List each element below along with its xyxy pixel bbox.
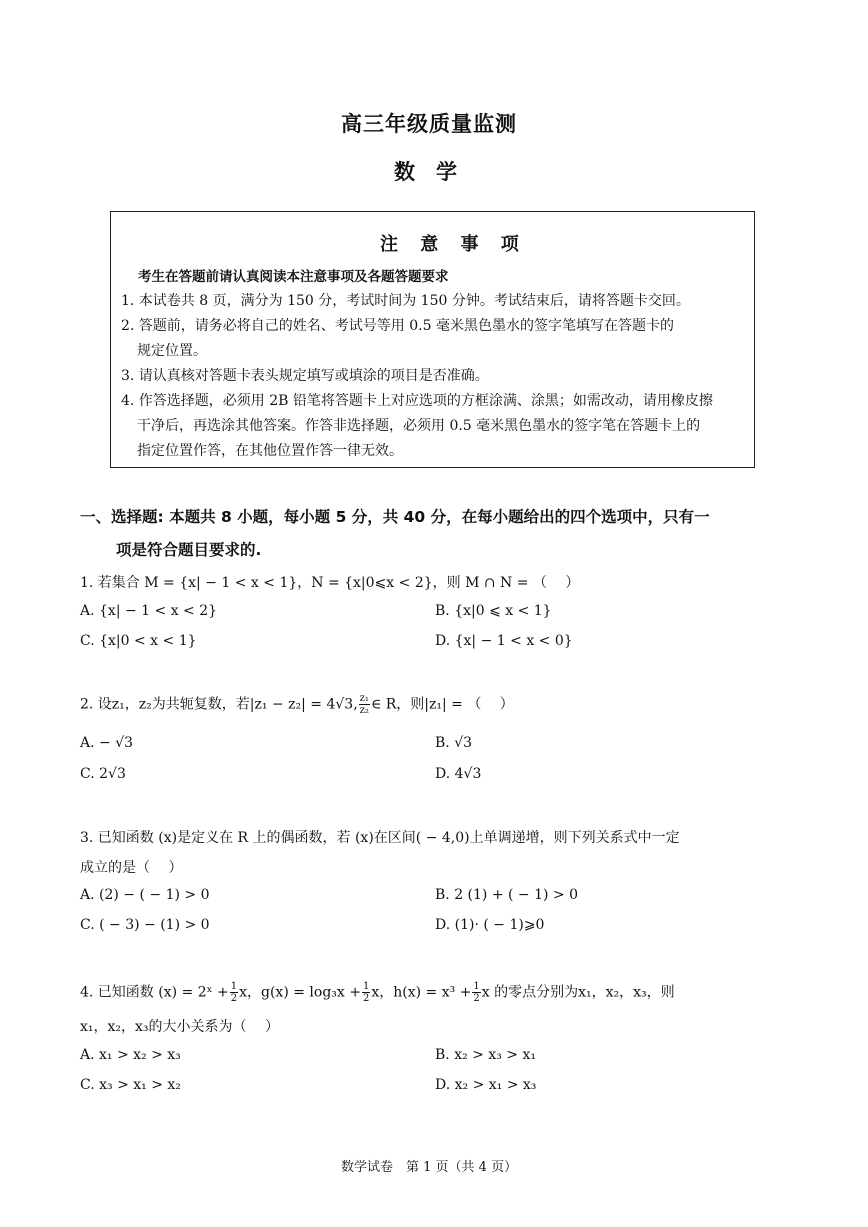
question-4-option-d: D. x₂ > x₁ > x₃ [435,1077,537,1093]
question-4-stem-part: 4. 已知函数 (x) = 2ˣ + [80,984,229,1001]
question-4-stem-cont: x₁，x₂，x₃的大小关系为（ ） [80,1019,279,1035]
question-4-stem-part: x，g(x) = log₃x + [239,984,361,1001]
question-4-stem-part: x，h(x) = x³ + [371,984,472,1001]
fraction-denominator: 2 [473,993,480,1004]
question-2-option-c: C. 2√3 [80,766,126,782]
fraction [362,981,370,1004]
question-1-option-d: D. {x| − 1 < x < 0} [435,633,573,649]
question-2-option-d: D. 4√3 [435,766,482,782]
question-3-option-c: C. ( − 3) − (1) > 0 [80,917,210,933]
question-1-option-b: B. {x|0 ⩽ x < 1} [435,603,552,619]
fraction-denominator: 2 [362,993,370,1004]
question-4-option-c: C. x₃ > x₁ > x₂ [80,1077,181,1093]
fraction-denominator: 2 [230,993,238,1004]
question-4-stem [80,981,675,1004]
fraction-denominator: z₂ [359,705,369,716]
notice-line: 2. 答题前，请务必将自己的姓名、考试号等用 0.5 毫米黑色墨水的签字笔填写在答题卡的 [121,318,674,334]
exam-title: 高三年级质量监测 [341,112,517,136]
question-4-option-a: A. x₁ > x₂ > x₃ [80,1047,181,1063]
question-2-stem-part: ∈ R，则|z₁| = （ ） [370,696,514,713]
fraction-numerator: 1 [473,981,480,992]
question-2-stem-part: 2. 设z₁，z₂为共轭复数，若|z₁ − z₂| = 4√3, [80,696,358,713]
subject-title: 数 学 [394,160,457,184]
question-1-stem: 1. 若集合 M = {x| − 1 < x < 1}，N = {x|0⩽x < 2}，则 M ∩ N = （ ） [80,575,580,591]
question-2-option-b: B. √3 [435,735,473,751]
fraction-numerator: 1 [230,981,238,992]
question-1-option-c: C. {x|0 < x < 1} [80,633,197,649]
question-3-option-d: D. (1)· ( − 1)⩾0 [435,917,545,933]
question-3-stem: 3. 已知函数 (x)是定义在 R 上的偶函数，若 (x)在区间( − 4,0)上单调递增，则下列关系式中一定 [80,830,680,846]
fraction-numerator: z₁ [359,693,369,704]
notice-line: 指定位置作答，在其他位置作答一律无效。 [137,443,403,459]
question-2-option-a: A. − √3 [80,735,134,751]
fraction [230,981,238,1004]
notice-line: 3. 请认真核对答题卡表头规定填写或填涂的项目是否准确。 [121,368,489,384]
fraction [359,693,370,716]
question-1-option-a: A. {x| − 1 < x < 2} [80,603,218,619]
question-2-stem [80,693,514,716]
question-3-option-a: A. (2) − ( − 1) > 0 [80,887,210,903]
question-4-stem-part: x 的零点分别为x₁，x₂，x₃，则 [481,984,675,1001]
notice-line: 干净后，再选涂其他答案。作答非选择题，必须用 0.5 毫米黑色墨水的签字笔在答题卡上的 [137,418,701,434]
notice-line: 规定位置。 [137,343,207,359]
notice-line: 1. 本试卷共 8 页，满分为 150 分，考试时间为 150 分钟。考试结束后，请将答题卡交回。 [121,293,690,309]
section-heading-cont: 项是符合题目要求的. [116,541,262,559]
question-3-option-b: B. 2 (1) + ( − 1) > 0 [435,887,579,903]
notice-line: 4. 作答选择题，必须用 2B 铅笔将答题卡上对应选项的方框涂满、涂黑；如需改动，请用橡皮擦 [121,393,713,409]
section-heading: 一、选择题: 本题共 8 小题，每小题 5 分，共 40 分，在每小题给出的四个选项中，只有一 [80,508,710,526]
page-footer: 数学试卷 第 1 页（共 4 页） [341,1160,518,1175]
question-4-option-b: B. x₂ > x₃ > x₁ [435,1047,536,1063]
fraction [472,981,480,1004]
fraction-numerator: 1 [362,981,370,992]
notice-title: 注 意 事 项 [380,234,527,255]
question-3-stem-cont: 成立的是（ ） [80,860,183,876]
notice-subtitle: 考生在答题前请认真阅读本注意事项及各题答题要求 [138,269,449,285]
